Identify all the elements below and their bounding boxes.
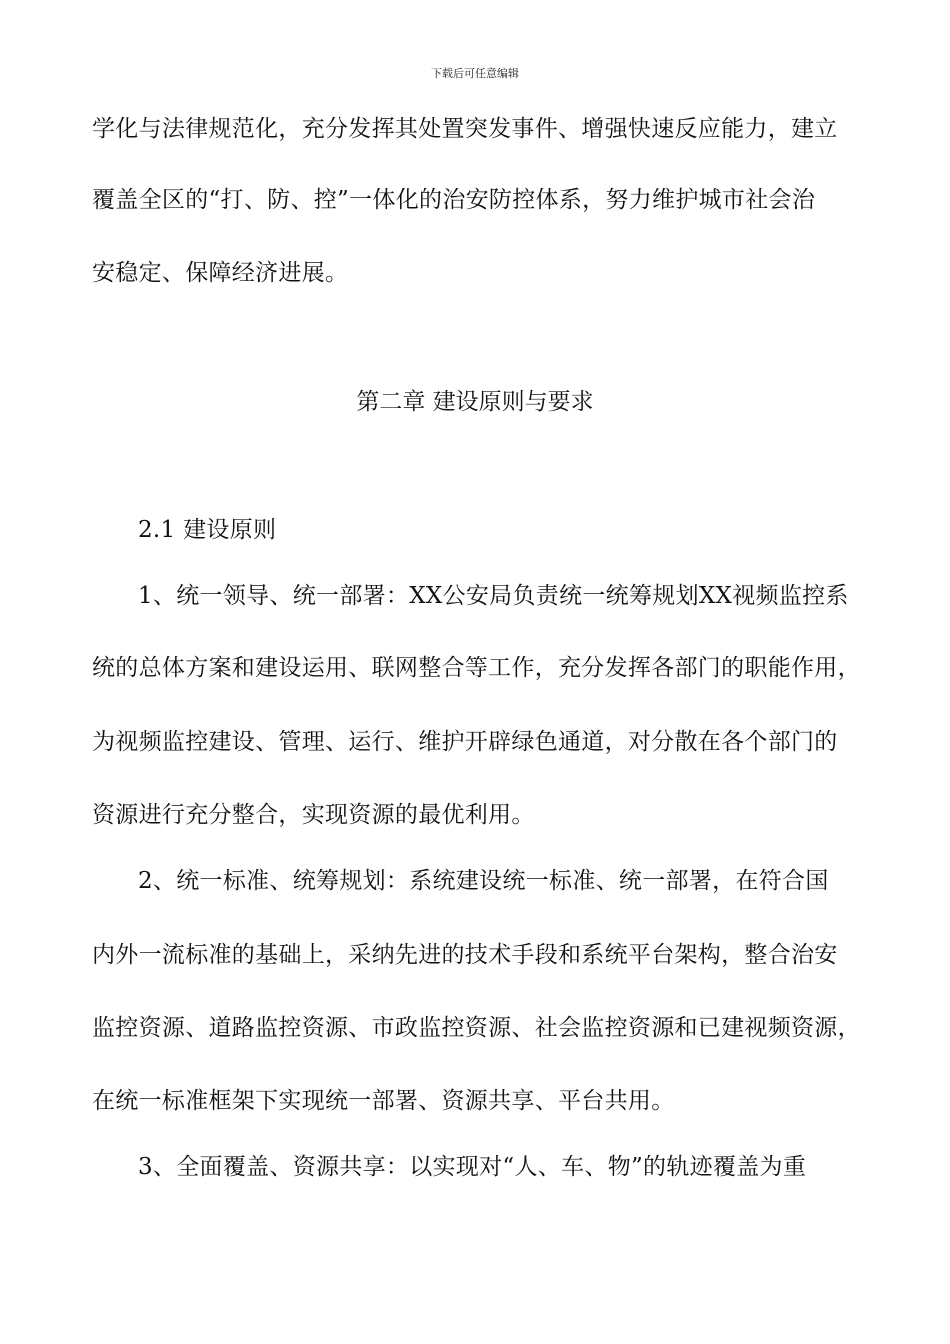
paragraph3-line-1: 3、全面覆盖、资源共享：以实现对“人、车、物”的轨迹覆盖为重 <box>138 1154 807 1180</box>
paragraph2-line-2: 内外一流标准的基础上，采纳先进的技术手段和系统平台架构，整合治安 <box>92 942 838 968</box>
paragraph2-line-3: 监控资源、道路监控资源、市政监控资源、社会监控资源和已建视频资源， <box>92 1015 861 1041</box>
intro-line-2: 覆盖全区的“打、防、控”一体化的治安防控体系，努力维护城市社会治 <box>92 187 816 213</box>
intro-line-1: 学化与法律规范化，充分发挥其处置突发事件、增强快速反应能力，建立 <box>92 116 838 142</box>
page-header: 下载后可任意编辑 <box>431 67 519 80</box>
paragraph1-line-4: 资源进行充分整合，实现资源的最优利用。 <box>92 802 535 828</box>
intro-line-3: 安稳定、保障经济进展。 <box>92 260 349 286</box>
paragraph2-line-1: 2、统一标准、统筹规划：系统建设统一标准、统一部署，在符合国 <box>138 868 829 894</box>
chapter-heading: 第二章 建设原则与要求 <box>356 389 594 415</box>
section-heading: 2.1 建设原则 <box>138 517 277 543</box>
paragraph1-line-2: 统的总体方案和建设运用、联网整合等工作，充分发挥各部门的职能作用， <box>92 655 861 681</box>
paragraph1-line-3: 为视频监控建设、管理、运行、维护开辟绿色通道，对分散在各个部门的 <box>92 729 838 755</box>
paragraph2-line-4: 在统一标准框架下实现统一部署、资源共享、平台共用。 <box>92 1088 675 1114</box>
paragraph1-line-1: 1、统一领导、统一部署：XX公安局负责统一统筹规划XX视频监控系 <box>138 583 849 609</box>
